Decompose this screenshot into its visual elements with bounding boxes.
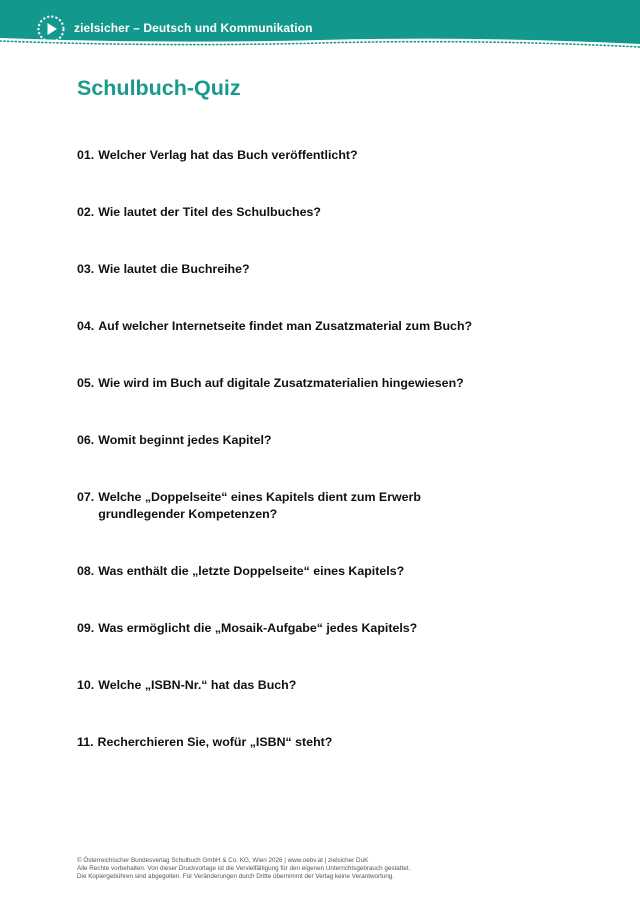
question-item <box>77 318 547 335</box>
question-item <box>77 261 547 278</box>
footer-line: © Österreichischer Bundesverlag Schulbuch GmbH & Co. KG, Wien 2026 | www.oebv.at | zielsicher DuK <box>77 857 369 864</box>
question-text: Recherchieren Sie, wofür „ISBN“ steht? <box>97 735 333 749</box>
question-item <box>77 375 547 392</box>
header-band <box>0 0 640 50</box>
question-number: 11. <box>77 735 94 749</box>
question-text: Auf welcher Internetseite findet man Zusatzmaterial zum Buch? <box>98 319 473 333</box>
question-item <box>77 563 547 580</box>
question-number: 08. <box>77 564 95 578</box>
question-number: 06. <box>77 433 95 447</box>
question-number: 03. <box>77 262 95 276</box>
question-text: Welche „Doppelseite“ eines Kapitels dient zum Erwerb grundlegender Kompetenzen? <box>98 490 421 521</box>
question-text: Womit beginnt jedes Kapitel? <box>98 433 272 447</box>
play-circle-icon <box>36 14 66 44</box>
question-text: Was enthält die „letzte Doppelseite“ eines Kapitels? <box>98 564 405 578</box>
footer-line: Die Kopiergebühren sind abgegolten. Für Veränderungen durch Dritte übernimmt der Verlag keine Verantwortung. <box>77 873 395 880</box>
question-number: 02. <box>77 205 95 219</box>
question-number: 01. <box>77 148 95 162</box>
question-item <box>77 489 547 523</box>
question-number: 05. <box>77 376 95 390</box>
question-text: Welcher Verlag hat das Buch veröffentlicht? <box>98 148 358 162</box>
question-item <box>77 147 547 164</box>
question-text: Welche „ISBN-Nr.“ hat das Buch? <box>98 678 297 692</box>
question-number: 10. <box>77 678 95 692</box>
question-item <box>77 677 547 694</box>
question-number: 07. <box>77 490 95 504</box>
page-title: Schulbuch-Quiz <box>77 76 241 100</box>
footer-line: Alle Rechte vorbehalten. Von dieser Druckvorlage ist die Vervielfältigung für den eigenen Unterrichtsgebrauch gestattet. <box>77 865 411 872</box>
question-text: Wie lautet die Buchreihe? <box>98 262 250 276</box>
question-item <box>77 204 547 221</box>
question-item <box>77 432 547 449</box>
copyright-footer <box>77 857 410 881</box>
question-text: Wie lautet der Titel des Schulbuches? <box>98 205 321 219</box>
question-text: Wie wird im Buch auf digitale Zusatzmaterialien hingewiesen? <box>98 376 464 390</box>
question-number: 09. <box>77 621 95 635</box>
question-text: Was ermöglicht die „Mosaik-Aufgabe“ jedes Kapitels? <box>98 621 418 635</box>
question-item <box>77 734 547 751</box>
question-number: 04. <box>77 319 95 333</box>
question-item <box>77 620 547 637</box>
brand-name: zielsicher – Deutsch und Kommunikation <box>74 21 313 35</box>
